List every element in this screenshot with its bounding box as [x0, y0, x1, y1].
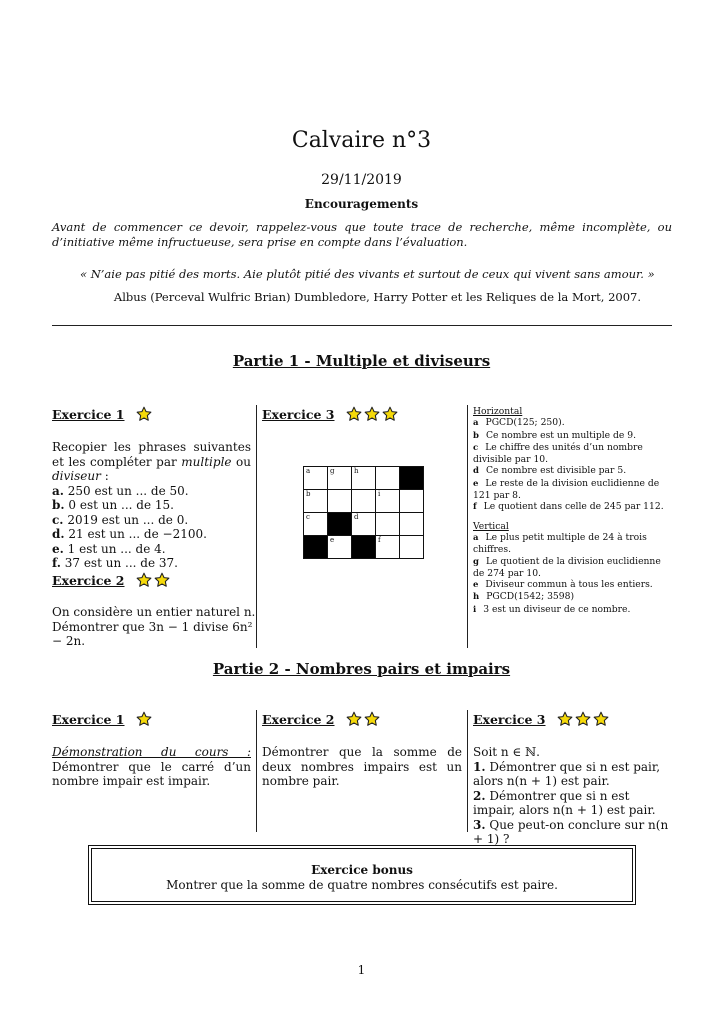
- crossword-cell: [328, 536, 352, 559]
- column-divider: [467, 710, 468, 832]
- difficulty-stars: [557, 711, 611, 731]
- star-icon: [575, 712, 593, 731]
- crossword-cell-label: d: [354, 513, 359, 521]
- document-title: Calvaire n°3: [291, 128, 432, 153]
- clue-item: d Ce nombre est divisible par 5.: [473, 465, 627, 477]
- crossword-cell: [304, 513, 328, 536]
- p1-ex1-heading: Exercice 1: [52, 407, 125, 422]
- p2-ex3-body: [473, 745, 673, 847]
- crossword-cell: [352, 536, 376, 559]
- crossword-cell: [376, 490, 400, 513]
- list-item: 1. Démontrer que si n est pair, alors n(n + 1) est pair.: [473, 759, 661, 788]
- crossword-clues: [473, 406, 673, 616]
- crossword-cell-label: b: [306, 490, 311, 498]
- clue-item: e Diviseur commun à tous les entiers.: [473, 579, 653, 591]
- crossword-cell: [304, 467, 328, 490]
- crossword-cell: [376, 513, 400, 536]
- p1-ex2-line1: On considère un entier naturel n.: [52, 605, 256, 619]
- part2-title: Partie 2 - Nombres pairs et impairs: [212, 660, 511, 678]
- star-icon: [557, 712, 575, 731]
- crossword-cell: [352, 467, 376, 490]
- crossword-cell: [400, 536, 424, 559]
- difficulty-stars: [346, 406, 400, 426]
- star-icon: [593, 712, 611, 731]
- page-number: 1: [357, 963, 366, 977]
- separator-rule: [52, 325, 672, 326]
- p1-ex2-line2: Démontrer que 3n − 1 divise 6n² − 2n.: [52, 619, 253, 648]
- p1-ex1-intro: Recopier les phrases suivantes et les compléter par multiple ou diviseur :: [52, 440, 251, 483]
- p1-ex1: [52, 404, 252, 426]
- crossword-cell: [304, 536, 328, 559]
- p1-ex2-heading: Exercice 2: [52, 573, 125, 588]
- star-icon: [136, 573, 154, 592]
- bonus-heading: Exercice bonus: [311, 863, 413, 877]
- crossword-cell: [352, 513, 376, 536]
- list-item: 2. Démontrer que si n est impair, alors n(n + 1) est pair.: [473, 788, 656, 817]
- crossword-cell: [328, 513, 352, 536]
- crossword-cell: [400, 490, 424, 513]
- crossword-grid: [303, 466, 424, 559]
- p2-ex3-intro: Soit n ∈ ℕ.: [473, 745, 540, 759]
- document-date: 29/11/2019: [321, 172, 402, 188]
- crossword-cell: [328, 490, 352, 513]
- vertical-heading: Vertical: [473, 520, 509, 532]
- column-divider: [467, 405, 468, 648]
- quote-source: Albus (Perceval Wulfric Brian) Dumbledore, Harry Potter et les Reliques de la Mort, 2007.: [113, 290, 641, 304]
- bonus-inner: [91, 848, 633, 902]
- clue-item: f Le quotient dans celle de 245 par 112.: [473, 501, 664, 513]
- clue-item: e Le reste de la division euclidienne de 121 par 8.: [473, 477, 660, 502]
- list-item: d. 21 est un ... de −2100.: [52, 527, 207, 541]
- crossword-cell: [328, 467, 352, 490]
- crossword-cell: [400, 513, 424, 536]
- p2-ex2: [262, 709, 462, 731]
- star-icon: [136, 712, 154, 731]
- encouragement-heading: Encouragements: [304, 197, 419, 211]
- star-icon: [346, 407, 364, 426]
- crossword-cell-label: a: [306, 467, 311, 475]
- list-item: f. 37 est un ... de 37.: [52, 556, 178, 570]
- clue-item: b Ce nombre est un multiple de 9.: [473, 429, 637, 441]
- bonus-box: [88, 845, 636, 905]
- crossword-cell: [376, 536, 400, 559]
- p2-ex1-heading: Exercice 1: [52, 712, 125, 727]
- crossword-cell: [376, 467, 400, 490]
- crossword-cell-label: e: [330, 536, 335, 544]
- horizontal-heading: Horizontal: [473, 406, 523, 417]
- list-item: 3. Que peut-on conclure sur n(n + 1) ?: [473, 817, 669, 846]
- crossword-cell-label: g: [330, 467, 335, 475]
- p2-ex2-heading: Exercice 2: [262, 712, 335, 727]
- p2-ex1-lead: Démonstration du cours :: [52, 745, 251, 759]
- p1-ex3: [262, 404, 462, 426]
- star-icon: [364, 407, 382, 426]
- p2-ex3-heading: Exercice 3: [473, 712, 546, 727]
- star-icon: [346, 712, 364, 731]
- p1-ex1-body: [52, 440, 251, 571]
- crossword-cell: [304, 490, 328, 513]
- difficulty-stars: [136, 406, 154, 426]
- clue-item: i 3 est un diviseur de ce nombre.: [473, 603, 631, 615]
- crossword-cell-label: c: [306, 513, 310, 521]
- column-divider: [256, 710, 257, 832]
- p1-ex2-body: [52, 605, 257, 649]
- difficulty-stars: [346, 711, 382, 731]
- clue-item: h PGCD(1542; 3598): [473, 591, 575, 603]
- crossword-cell-label: i: [378, 490, 381, 498]
- clue-item: a PGCD(125; 250).: [473, 417, 565, 429]
- difficulty-stars: [136, 572, 172, 592]
- p1-ex3-heading: Exercice 3: [262, 407, 335, 422]
- list-item: b. 0 est un ... de 15.: [52, 498, 174, 512]
- bonus-text: Montrer que la somme de quatre nombres consécutifs est paire.: [166, 878, 558, 892]
- crossword-cell: [352, 490, 376, 513]
- list-item: a. 250 est un ... de 50.: [52, 483, 189, 498]
- encouragement-text: Avant de commencer ce devoir, rappelez-vous que toute trace de recherche, même incomplète, ou d’initiative même infructueuse, sera prise en compte dans l’évaluation.: [52, 220, 672, 249]
- quote: « N’aie pas pitié des morts. Aie plutôt pitié des vivants et surtout de ceux qui vivent sans amour. »: [80, 267, 655, 281]
- clue-item: c Le chiffre des unités d’un nombre divisible par 10.: [473, 441, 643, 466]
- part1-title: Partie 1 - Multiple et diviseurs: [232, 352, 491, 370]
- list-item: c. 2019 est un ... de 0.: [52, 512, 189, 527]
- crossword-cell-label: h: [354, 467, 359, 475]
- difficulty-stars: [136, 711, 154, 731]
- star-icon: [154, 573, 172, 592]
- p2-ex2-body: Démontrer que la somme de deux nombres impairs est un nombre pair.: [262, 745, 462, 788]
- star-icon: [136, 407, 154, 426]
- crossword-cell-label: f: [378, 536, 381, 544]
- clue-item: g Le quotient de la division euclidienne de 274 par 10.: [473, 555, 661, 579]
- p2-ex1-text: Démontrer que le carré d’un nombre impair est impair.: [52, 759, 251, 788]
- clue-item: a Le plus petit multiple de 24 à trois chiffres.: [473, 531, 647, 556]
- p1-ex2: [52, 570, 252, 592]
- p2-ex1-body: [52, 745, 251, 789]
- p2-ex3: [473, 709, 673, 731]
- star-icon: [382, 407, 400, 426]
- star-icon: [364, 712, 382, 731]
- p2-ex1: [52, 709, 252, 731]
- list-item: e. 1 est un ... de 4.: [52, 541, 166, 556]
- crossword-cell: [400, 467, 424, 490]
